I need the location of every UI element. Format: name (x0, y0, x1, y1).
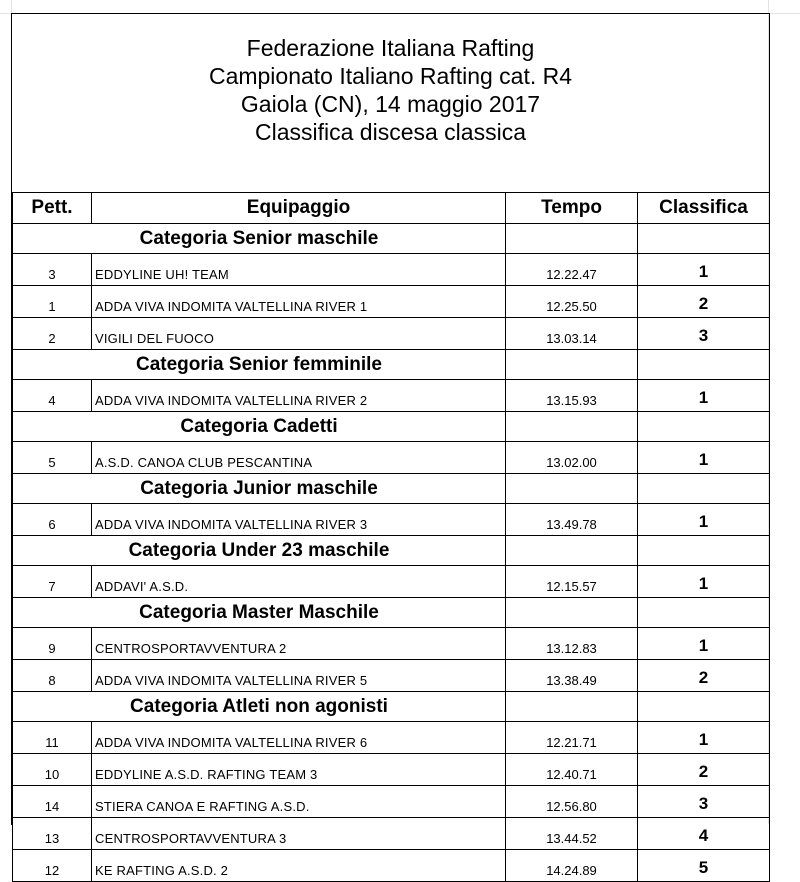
bib-number: 2 (13, 318, 92, 350)
rank-position: 2 (638, 754, 770, 786)
category-row (13, 598, 770, 628)
category-title: Categoria Senior maschile (13, 224, 506, 254)
bib-number: 6 (13, 504, 92, 536)
table-row (13, 286, 770, 318)
empty-cell (506, 598, 638, 628)
race-time: 14.24.89 (506, 850, 638, 882)
table-row (13, 850, 770, 882)
team-name: EDDYLINE A.S.D. RAFTING TEAM 3 (92, 754, 506, 786)
header-row (13, 193, 770, 224)
team-name: ADDA VIVA INDOMITA VALTELLINA RIVER 6 (92, 722, 506, 754)
race-time: 13.49.78 (506, 504, 638, 536)
table-row (13, 504, 770, 536)
rank-position: 1 (638, 722, 770, 754)
team-name: VIGILI DEL FUOCO (92, 318, 506, 350)
bib-number: 14 (13, 786, 92, 818)
table-row (13, 254, 770, 286)
category-row (13, 692, 770, 722)
empty-cell (506, 224, 638, 254)
bib-number: 7 (13, 566, 92, 598)
empty-cell (638, 536, 770, 566)
results-table (12, 193, 770, 882)
event-location-date: Gaiola (CN), 14 maggio 2017 (240, 91, 541, 117)
empty-cell (506, 474, 638, 504)
category-row (13, 536, 770, 566)
empty-cell (506, 412, 638, 442)
race-time: 13.02.00 (506, 442, 638, 474)
results-body (13, 224, 770, 882)
bib-number: 1 (13, 286, 92, 318)
empty-cell (638, 350, 770, 380)
team-name: ADDAVI' A.S.D. (92, 566, 506, 598)
team-name: ADDA VIVA INDOMITA VALTELLINA RIVER 2 (92, 380, 506, 412)
rank-position: 1 (638, 254, 770, 286)
bib-number: 13 (13, 818, 92, 850)
team-name: CENTROSPORTAVVENTURA 2 (92, 628, 506, 660)
table-row (13, 818, 770, 850)
race-time: 12.22.47 (506, 254, 638, 286)
category-title: Categoria Senior femminile (13, 350, 506, 380)
bib-number: 12 (13, 850, 92, 882)
bib-number: 4 (13, 380, 92, 412)
category-title: Categoria Cadetti (13, 412, 506, 442)
team-name: ADDA VIVA INDOMITA VALTELLINA RIVER 1 (92, 286, 506, 318)
table-row (13, 380, 770, 412)
table-row (13, 660, 770, 692)
category-row (13, 350, 770, 380)
category-row (13, 224, 770, 254)
bib-number: 10 (13, 754, 92, 786)
category-title: Categoria Under 23 maschile (13, 536, 506, 566)
rank-position: 3 (638, 786, 770, 818)
race-time: 12.40.71 (506, 754, 638, 786)
table-row (13, 442, 770, 474)
col-header-pett: Pett. (13, 193, 92, 224)
category-title: Categoria Master Maschile (13, 598, 506, 628)
category-row (13, 474, 770, 504)
race-time: 13.38.49 (506, 660, 638, 692)
empty-cell (638, 598, 770, 628)
team-name: CENTROSPORTAVVENTURA 3 (92, 818, 506, 850)
empty-cell (506, 536, 638, 566)
rank-position: 5 (638, 850, 770, 882)
race-time: 13.03.14 (506, 318, 638, 350)
empty-cell (638, 224, 770, 254)
race-time: 12.21.71 (506, 722, 638, 754)
title-block (12, 14, 769, 193)
race-time: 13.15.93 (506, 380, 638, 412)
results-sheet (11, 13, 770, 878)
table-row (13, 628, 770, 660)
table-row (13, 786, 770, 818)
empty-cell (506, 692, 638, 722)
bib-number: 11 (13, 722, 92, 754)
team-name: ADDA VIVA INDOMITA VALTELLINA RIVER 5 (92, 660, 506, 692)
team-name: A.S.D. CANOA CLUB PESCANTINA (92, 442, 506, 474)
race-time: 13.12.83 (506, 628, 638, 660)
bib-number: 8 (13, 660, 92, 692)
ranking-title: Classifica discesa classica (255, 119, 526, 145)
race-time: 12.56.80 (506, 786, 638, 818)
team-name: KE RAFTING A.S.D. 2 (92, 850, 506, 882)
rank-position: 1 (638, 566, 770, 598)
col-header-equipaggio: Equipaggio (92, 193, 506, 224)
team-name: STIERA CANOA E RAFTING A.S.D. (92, 786, 506, 818)
rank-position: 1 (638, 504, 770, 536)
team-name: EDDYLINE UH! TEAM (92, 254, 506, 286)
rank-position: 1 (638, 442, 770, 474)
team-name: ADDA VIVA INDOMITA VALTELLINA RIVER 3 (92, 504, 506, 536)
category-row (13, 412, 770, 442)
empty-cell (638, 692, 770, 722)
rank-position: 3 (638, 318, 770, 350)
federation-title: Federazione Italiana Rafting (246, 35, 535, 61)
bib-number: 9 (13, 628, 92, 660)
table-row (13, 754, 770, 786)
table-row (13, 318, 770, 350)
rank-position: 4 (638, 818, 770, 850)
category-title: Categoria Atleti non agonisti (13, 692, 506, 722)
category-title: Categoria Junior maschile (13, 474, 506, 504)
rank-position: 1 (638, 628, 770, 660)
bib-number: 3 (13, 254, 92, 286)
rank-position: 1 (638, 380, 770, 412)
table-row (13, 566, 770, 598)
col-header-tempo: Tempo (506, 193, 638, 224)
race-time: 12.15.57 (506, 566, 638, 598)
rank-position: 2 (638, 286, 770, 318)
race-time: 13.44.52 (506, 818, 638, 850)
rank-position: 2 (638, 660, 770, 692)
table-row (13, 722, 770, 754)
empty-cell (638, 412, 770, 442)
empty-cell (638, 474, 770, 504)
championship-title: Campionato Italiano Rafting cat. R4 (208, 63, 573, 89)
empty-cell (506, 350, 638, 380)
bib-number: 5 (13, 442, 92, 474)
col-header-classifica: Classifica (638, 193, 770, 224)
race-time: 12.25.50 (506, 286, 638, 318)
